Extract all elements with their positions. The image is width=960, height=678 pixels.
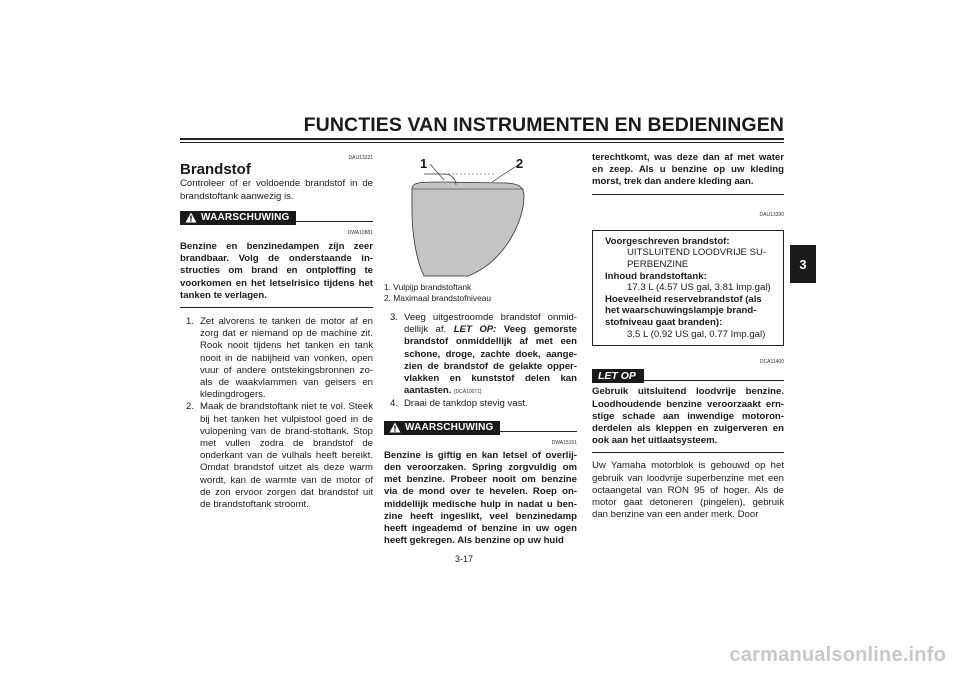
step-3-bold-text: Veeg gemorste brandstof onmiddellijk af met een schone, droge, zachte doek, aange-zien de brandstof de gelakte opper-vlakken en kunststof delen kan aantasten. [404,324,577,397]
letop-badge: LET OP [592,369,644,383]
step-4-text: Draai de tankdop stevig vast. [404,398,528,410]
spec-capacity-value: 17.3 L (4.57 US gal, 3.81 Imp.gal) [627,282,771,294]
warning-header [180,211,373,225]
column-1 [180,152,373,511]
page-number: 3-17 [455,554,474,564]
warning-triangle-icon [389,422,401,433]
warning-2-label: WAARSCHUWING [405,421,494,433]
step-2-text: Maak de brandstoftank niet te vol. Steek bij het tanken het vulpistool goed in de vulopening van de brand-stoftank. Stop met vullen zodra de brandstof de onderkant van de vulhals heeft bereikt. Omdat brandstof uitzet als deze warm wordt, kan de warmte van de motor of de zon ervoor zorgen dat brandstof uit de brandstoftank stroomt. [200,401,373,511]
letop-code: DCA11400 [759,359,784,366]
warning-label: WAARSCHUWING [201,211,290,223]
spec-capacity-label: Inhoud brandstoftank: [605,270,707,282]
spec-fuel-value: UITSLUITEND LOODVRIJE SU-PERBENZINE [627,247,767,270]
step-2 [180,401,373,511]
chapter-tab: 3 [790,245,816,283]
letop-text: Gebruik uitsluitend loodvrije benzine. Loodhoudende benzine veroorzaakt ern-stige schade aan inwendige motoron-derdelen als kleppen en zuigerveren en ook aan het uitlaatsysteem. [592,386,784,447]
fuel-tank-figure [384,152,580,277]
letop-header [592,369,784,383]
warning-2-header [384,421,577,435]
spec-reserve-value: 3.5 L (0.92 US gal, 0.77 Imp.gal) [627,328,766,340]
letop-end-rule [592,452,784,453]
warning-rule [296,221,373,222]
step-1-text: Zet alvorens te tanken de motor af en zorg dat er niemand op de machine zit. Rook nooit tijdens het tanken en tank nooit in de nabijheid van vonken, open vuur of andere ontstekingsbronnen zo-als de waakvlammen van geisers en kledingdrogers. [200,316,373,401]
intro-text: Controleer of er voldoende brandstof in de brandstoftank aanwezig is. [180,178,373,202]
fuel-spec-box [592,230,784,346]
warning-text: Benzine en benzinedampen zijn zeer brandbaar. Volg de onderstaande in-structies om brand en ontploffing te voorkomen en het letselrisico tijdens het tanken te verlagen. [180,241,373,301]
spec-reserve-label: Hoeveelheid reservebrandstof (als het waarschuwingslampje brand-stofniveau gaat branden): [605,293,762,328]
figure-label-2: 2 [516,156,524,171]
warning-2-continuation: terechtkomt, was deze dan af met water en zeep. Als u benzine op uw kleding morst, trek dan andere kleding aan. [592,152,784,188]
warning-2-code: DWA15151 [551,439,577,446]
step-4-number: 4. [390,398,399,410]
caption-1: 1. Vulpijp brandstoftank [384,282,472,292]
step-2-number: 2. [186,401,195,413]
page-header-title: FUNCTIES VAN INSTRUMENTEN EN BEDIENINGEN [303,114,784,136]
warning-triangle-icon [185,212,197,223]
spec-code: DAU13390 [759,211,784,218]
spec-fuel-label: Voorgeschreven brandstof: [605,235,730,247]
step-1-number: 1. [186,316,195,328]
step-3-text: Veeg uitgestroomde brandstof onmid-dellijk af. [404,312,577,336]
warning-code: DWA10881 [347,229,373,236]
figure-label-1: 1 [420,156,428,171]
warning-2-rule [500,431,577,432]
step-3-letop: LET OP: [453,324,497,336]
watermark: carmanualsonline.info [729,644,946,666]
body-text: Uw Yamaha motorblok is gebouwd op het gebruik van loodvrije superbenzine met een octaangetal van RON 95 of hoger. Als de motor gaat detoneren (pingelen), gebruik dan benzine van een ander merk. Door [592,460,784,521]
column-3 [592,152,784,521]
header-rule-thick [180,138,784,140]
step-1 [180,316,373,401]
step-3-number: 3. [390,312,399,323]
warning-2-badge [384,421,500,435]
column-2 [384,282,577,547]
fuel-tank-illustration [384,152,580,277]
warning-2-text: Benzine is giftig en kan letsel of overlij-den veroorzaken. Spring zorgvuldig om met benzine. Probeer nooit om benzine via de mond over te hevelen. Roep on-middellijk medische hulp in nadat u ben-zine heeft ingeslikt, veel benzinedamp heeft ingeademd of benzine in uw ogen heeft gekregen. Als benzine op uw huid [384,449,577,547]
warning-end-rule [180,307,373,308]
step-3 [384,312,577,398]
step-4 [384,398,577,410]
step-3-code: [DCA10071] [454,389,482,396]
caption-2: 2. Maximaal brandstofniveau [384,293,492,303]
header-rule-thin [180,142,784,143]
letop-rule [644,380,784,381]
warning-badge [180,211,296,225]
warning-2-end-rule [592,194,784,195]
section-heading: Brandstof [180,161,251,179]
section-code: DAU13221 [348,155,373,161]
